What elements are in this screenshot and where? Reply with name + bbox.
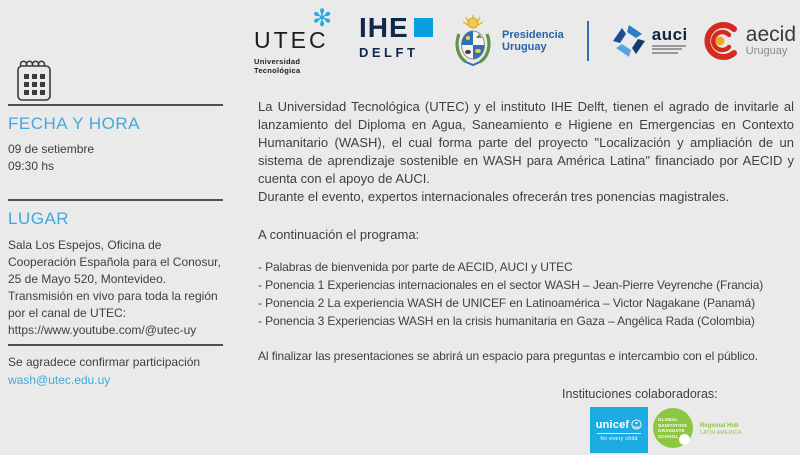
aecid-c-icon xyxy=(701,20,739,62)
closing-text: Al finalizar las presentaciones se abrirá un espacio para preguntas e intercambio con el público. xyxy=(258,349,758,363)
unicef-divider xyxy=(597,433,641,434)
utec-snowflake-icon: ✻ xyxy=(312,5,333,32)
uruguay-coat-of-arms-icon xyxy=(452,14,494,68)
presidencia-line1: Presidencia xyxy=(502,29,564,41)
utec-subtitle: Universidad Tecnológica xyxy=(254,57,301,75)
fecha-heading: FECHA Y HORA xyxy=(8,114,140,133)
programa-item: - Palabras de bienvenida por parte de AECID, AUCI y UTEC xyxy=(258,260,573,274)
gsgs-hub-line1: Regional Hub xyxy=(700,423,739,429)
collaborators-heading: Instituciones colaboradoras: xyxy=(562,387,718,401)
gsgs-dot-icon xyxy=(679,434,690,445)
venue-address: Sala Los Espejos, Oficina de Cooperación Española para el Conosur, 25 de Mayo 520, Montevideo. xyxy=(8,238,221,286)
delft-wordmark: DELFT xyxy=(359,45,419,60)
lugar-body xyxy=(8,237,232,339)
aecid-logo xyxy=(701,20,796,62)
unicef-logo xyxy=(590,407,648,453)
streaming-note: Transmisión en vivo para toda la región por el canal de UTEC: xyxy=(8,289,218,320)
partner-logos-bar xyxy=(254,5,796,75)
divider xyxy=(8,104,223,106)
programa-item: - Ponencia 1 Experiencias internacionales en el sector WASH – Jean-Pierre Veyrenche (Francia) xyxy=(258,278,764,292)
divider xyxy=(8,344,223,346)
fecha-lines xyxy=(8,141,236,175)
divider xyxy=(8,199,223,201)
confirm-email-link[interactable]: wash@utec.edu.uy xyxy=(8,373,111,387)
aecid-subtitle: Uruguay xyxy=(745,45,788,57)
intro-text-1: La Universidad Tecnológica (UTEC) y el instituto IHE Delft, tienen el agrado de invitarle al lanzamiento del Diploma en Agua, Saneamiento e Higiene en Emergencias en Contexto Humanitario (WASH), el cual forma parte del proyecto "Localización y ampliación de un sistema de aprendizaje sostenible en WASH para América Latina" financiado por AECID y cuenta con el apoyo de AUCI. xyxy=(258,99,794,186)
programa-heading: A continuación el programa: xyxy=(258,227,420,242)
sidebar xyxy=(8,58,236,389)
gsgs-line: SANITATION xyxy=(658,422,687,428)
confirm-text: Se agradece confirmar participación xyxy=(8,355,201,369)
programa-item: - Ponencia 3 Experiencias WASH en la crisis humanitaria en Gaza – Angélica Rada (Colombia) xyxy=(258,314,755,328)
programa-item: - Ponencia 2 La experiencia WASH de UNICEF en Latinoamérica – Victor Nagakane (Panamá) xyxy=(258,296,755,310)
utec-logo xyxy=(254,5,346,75)
lugar-heading: LUGAR xyxy=(8,209,70,228)
event-time: 09:30 hs xyxy=(8,159,55,173)
presidencia-uruguay-logo xyxy=(452,14,564,68)
unicef-wordmark: unicef xyxy=(595,418,630,431)
auci-logo xyxy=(612,24,688,58)
aecid-wordmark: aecid xyxy=(745,23,796,46)
gsgs-line: GRADUATE xyxy=(658,428,685,433)
gsgs-hub-line2: LATIN AMERICA xyxy=(700,430,742,436)
youtube-link[interactable]: https://www.youtube.com/@utec-uy xyxy=(8,323,197,337)
intro-paragraph xyxy=(258,98,794,206)
unicef-emblem-icon xyxy=(631,419,642,430)
gsgs-hub-text xyxy=(700,423,742,436)
auci-wordmark: auci xyxy=(651,24,688,44)
ihe-square-icon xyxy=(414,18,433,37)
utec-wordmark: UTEC xyxy=(254,27,329,53)
intro-text-2: Durante el evento, expertos internacionales ofrecerán tres ponencias magistrales. xyxy=(258,189,730,204)
auci-smalltext-lines xyxy=(652,45,688,56)
gsgs-line: SCHOOL xyxy=(658,433,679,439)
presidencia-line2: Uruguay xyxy=(502,41,547,53)
logo-divider xyxy=(587,21,589,61)
ihe-delft-logo xyxy=(359,12,439,67)
gsgs-line: GLOBAL xyxy=(658,417,679,422)
event-date: 09 de setiembre xyxy=(8,142,95,156)
auci-diamond-icon xyxy=(612,24,646,58)
unicef-tagline: for every child xyxy=(600,435,638,442)
ihe-wordmark: IHE xyxy=(359,12,409,43)
calendar-icon xyxy=(14,58,236,104)
gsgs-logo xyxy=(653,408,693,448)
main-content xyxy=(258,98,794,363)
programa-list xyxy=(258,258,794,330)
presidencia-wordmark xyxy=(502,29,564,53)
